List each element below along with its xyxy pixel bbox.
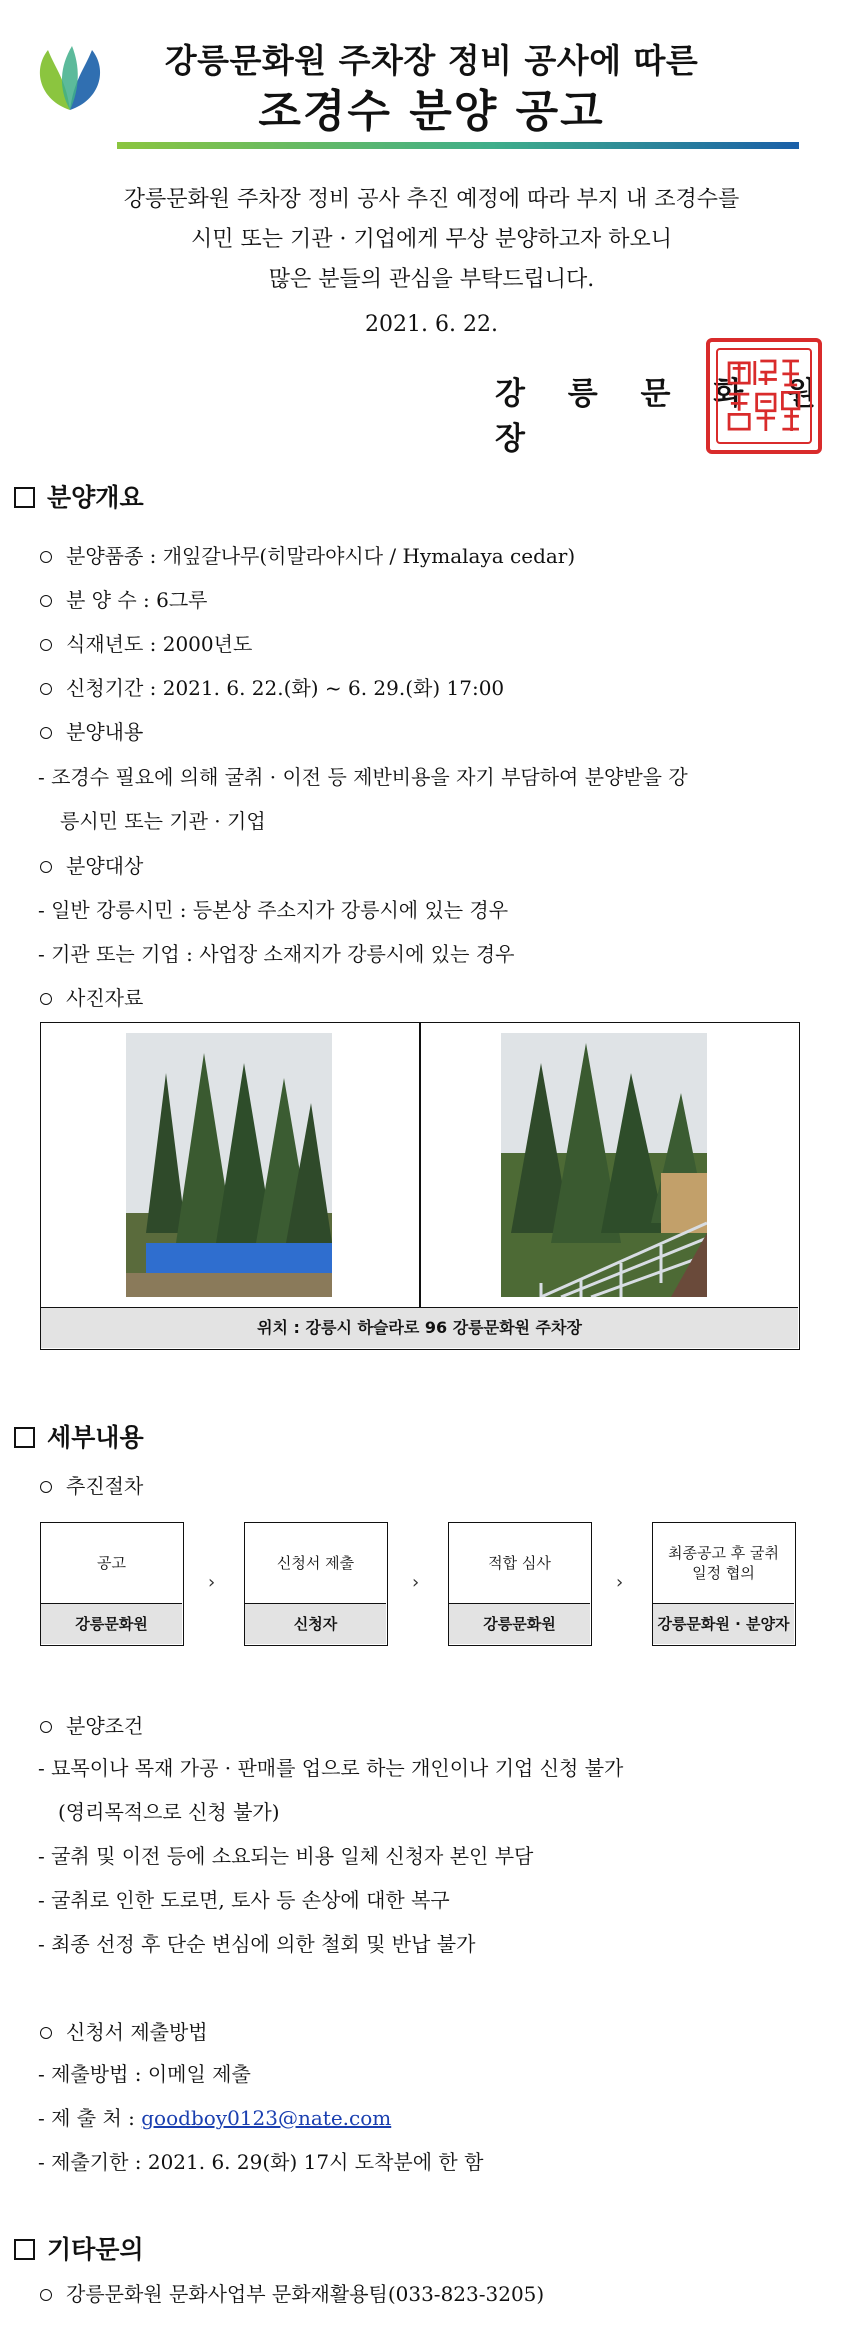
procedure-step-2 xyxy=(244,1522,388,1646)
inquiry-contact: 강릉문화원 문화사업부 문화재활용팀(033-823-3205) xyxy=(66,2282,545,2306)
step-actor: 강릉문화원 xyxy=(449,1603,590,1644)
content-description-line-1: - 조경수 필요에 의해 굴취 · 이전 등 제반비용을 자기 부담하여 분양받을 강 xyxy=(38,765,688,789)
title-divider xyxy=(117,142,799,149)
content-description-line-2: 릉시민 또는 기관 · 기업 xyxy=(60,809,266,833)
cedar-tree-photo-1 xyxy=(126,1033,332,1297)
procedure-step-4 xyxy=(652,1522,796,1646)
chevron-right-icon: › xyxy=(412,1572,420,1593)
procedure-heading: 추진절차 xyxy=(66,1474,144,1498)
cedar-tree-photo-2 xyxy=(501,1033,707,1297)
intro-text xyxy=(0,180,863,300)
bullet-icon xyxy=(40,2027,52,2039)
overview-item-variety: 분양품종 : 개잎갈나무(히말라야시다 / Hymalaya cedar) xyxy=(66,544,576,568)
overview-item-quantity: 분 양 수 : 6그루 xyxy=(66,588,208,612)
overview-item-content: 분양내용 xyxy=(66,720,144,744)
overview-item-planted-year: 식재년도 : 2000년도 xyxy=(66,632,253,656)
chevron-right-icon: › xyxy=(616,1572,624,1593)
bullet-icon xyxy=(40,993,52,1005)
overview-item-period: 신청기간 : 2021. 6. 22.(화) ~ 6. 29.(화) 17:00 xyxy=(66,676,505,700)
section-heading-overview: 분양개요 xyxy=(14,478,144,514)
notice-date: 2021. 6. 22. xyxy=(365,312,498,337)
condition-3: - 굴취로 인한 도로면, 토사 등 손상에 대한 복구 xyxy=(38,1888,450,1912)
photo-table xyxy=(40,1022,800,1350)
bullet-icon xyxy=(40,1721,52,1733)
step-actor: 강릉문화원 xyxy=(41,1603,182,1644)
target-heading: 분양대상 xyxy=(66,854,144,878)
submission-destination xyxy=(38,2102,391,2131)
condition-4: - 최종 선정 후 단순 변심에 의한 철회 및 반납 불가 xyxy=(38,1932,476,1956)
intro-line-2: 시민 또는 기관 · 기업에게 무상 분양하고자 하오니 xyxy=(191,227,672,252)
step-actor: 강릉문화원 · 분양자 xyxy=(653,1603,794,1644)
title-line-2: 조경수 분양 공고 xyxy=(258,86,605,137)
step-action: 공고 xyxy=(97,1554,126,1572)
bullet-icon xyxy=(40,2289,52,2301)
step-action: 최종공고 후 굴취 일정 협의 xyxy=(668,1544,779,1582)
procedure-step-3 xyxy=(448,1522,592,1646)
signer-name: 강 릉 문 화 원 장 xyxy=(495,376,832,457)
photo-heading: 사진자료 xyxy=(66,986,144,1010)
condition-1-line-1: - 묘목이나 목재 가공 · 판매를 업으로 하는 개인이나 기업 신청 불가 xyxy=(38,1756,624,1780)
target-citizen: - 일반 강릉시민 : 등본상 주소지가 강릉시에 있는 경우 xyxy=(38,898,509,922)
condition-2: - 굴취 및 이전 등에 소요되는 비용 일체 신청자 본인 부담 xyxy=(38,1844,534,1868)
submission-destination-label: - 제 출 처 : xyxy=(38,2106,142,2130)
step-action: 적합 심사 xyxy=(488,1554,551,1572)
bullet-icon xyxy=(40,551,52,563)
section-heading-details: 세부내용 xyxy=(14,1418,144,1454)
step-action: 신청서 제출 xyxy=(276,1554,355,1572)
submission-method: - 제출방법 : 이메일 제출 xyxy=(38,2062,251,2086)
conditions-heading: 분양조건 xyxy=(66,1714,144,1738)
bullet-icon xyxy=(40,1481,52,1493)
email-link[interactable]: goodboy0123@nate.com xyxy=(141,2106,392,2130)
condition-1-line-2: (영리목적으로 신청 불가) xyxy=(58,1800,280,1824)
chevron-right-icon: › xyxy=(208,1572,216,1593)
bullet-icon xyxy=(40,683,52,695)
official-seal xyxy=(706,338,822,454)
submission-deadline: - 제출기한 : 2021. 6. 29(화) 17시 도착분에 한 함 xyxy=(38,2150,484,2174)
intro-line-3: 많은 분들의 관심을 부탁드립니다. xyxy=(268,267,595,292)
photo-caption: 위치 : 강릉시 하슬라로 96 강릉문화원 주차장 xyxy=(41,1307,798,1348)
bullet-icon xyxy=(40,595,52,607)
bullet-icon xyxy=(40,639,52,651)
submission-heading: 신청서 제출방법 xyxy=(66,2020,208,2044)
procedure-step-1 xyxy=(40,1522,184,1646)
intro-line-1: 강릉문화원 주차장 정비 공사 추진 예정에 따라 부지 내 조경수를 xyxy=(123,187,740,212)
step-actor: 신청자 xyxy=(245,1603,386,1644)
bullet-icon xyxy=(40,727,52,739)
target-organization: - 기관 또는 기업 : 사업장 소재지가 강릉시에 있는 경우 xyxy=(38,942,515,966)
section-heading-inquiry: 기타문의 xyxy=(14,2230,144,2266)
bullet-icon xyxy=(40,861,52,873)
title-line-1: 강릉문화원 주차장 정비 공사에 따른 xyxy=(164,41,699,80)
